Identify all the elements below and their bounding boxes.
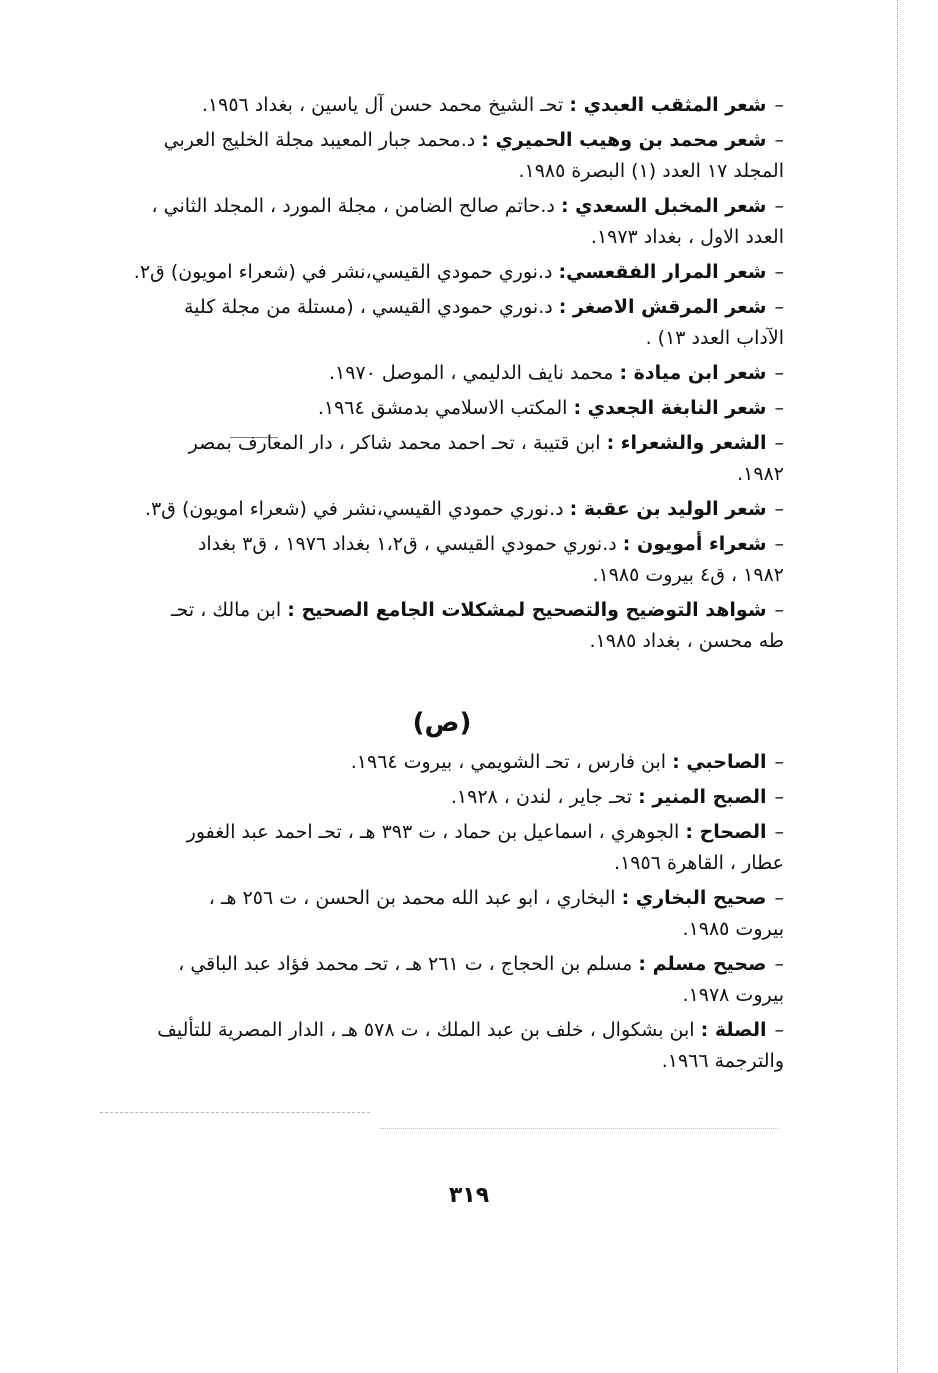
entry-dash: –	[774, 1019, 784, 1041]
entry-dash: –	[774, 887, 784, 909]
entry-details: محمد نايف الدليمي ، الموصل ١٩٧٠.	[328, 362, 614, 384]
entry-title: الشعر والشعراء :	[606, 432, 767, 454]
entry-title: شعر النابغة الجعدي :	[573, 397, 767, 419]
entry-dash: –	[774, 195, 784, 217]
entry-continuation: المجلد ١٧ العدد (١) البصرة ١٩٨٥.	[518, 160, 784, 182]
bibliography-entry	[100, 90, 784, 121]
entry-dash: –	[774, 821, 784, 843]
entry-continuation: الآداب العدد ١٣) .	[645, 327, 784, 349]
entry-dash: –	[774, 261, 784, 283]
entry-title: شعراء أمويون :	[622, 533, 767, 555]
entry-title: شواهد التوضيح والتصحيح لمشكلات الجامع الصحيح :	[287, 599, 767, 621]
bibliography-entry	[100, 358, 784, 389]
bibliography	[100, 90, 784, 1081]
entry-dash: –	[774, 397, 784, 419]
bibliography-entry	[100, 529, 784, 591]
entry-dash: –	[774, 362, 784, 384]
entry-details: تحـ الشيخ محمد حسن آل ياسين ، بغداد ١٩٥٦.	[201, 94, 564, 116]
entry-dash: –	[774, 498, 784, 520]
bibliography-entry	[100, 949, 784, 1011]
entry-details: ابن مالك ، تحـ	[171, 599, 282, 621]
divider	[100, 1112, 370, 1113]
entry-title: الصلة :	[700, 1019, 767, 1041]
entry-details: د.نوري حمودي القيسي ، (مستلة من مجلة كلية	[184, 296, 553, 318]
entry-list-top	[100, 90, 784, 657]
entry-title: شعر الوليد بن عقبة :	[569, 498, 767, 520]
entry-continuation: طه محسن ، بغداد ١٩٨٥.	[589, 630, 784, 652]
entry-dash: –	[774, 129, 784, 151]
entry-details: د.نوري حمودي القيسي ، ق١،٢ بغداد ١٩٧٦ ، ق٣ بغداد	[197, 533, 617, 555]
entry-continuation: ١٩٨٢.	[737, 463, 784, 485]
entry-title: شعر المخبل السعدي :	[560, 195, 767, 217]
bibliography-entry	[100, 747, 784, 778]
entry-title: شعر المرار الفقعسي:	[558, 261, 767, 283]
entry-title: الصبح المنير :	[638, 786, 767, 808]
entry-title: شعر المثقب العبدي :	[569, 94, 767, 116]
entry-details: ابن بشكوال ، خلف بن عبد الملك ، ت ٥٧٨ هـ ، الدار المصرية للتأليف	[157, 1019, 695, 1041]
entry-details: المكتب الاسلامي بدمشق ١٩٦٤.	[317, 397, 568, 419]
entry-dash: –	[774, 533, 784, 555]
entry-details: تحـ جاير ، لندن ، ١٩٢٨.	[450, 786, 633, 808]
entry-title: الصحاح :	[685, 821, 767, 843]
entry-details: البخاري ، ابو عبد الله محمد بن الحسن ، ت ٢٥٦ هـ ،	[208, 887, 616, 909]
page-edge	[897, 0, 898, 1373]
bibliography-entry	[100, 393, 784, 424]
entry-title: صحيح البخاري :	[621, 887, 767, 909]
bibliography-entry	[100, 782, 784, 813]
entry-continuation: بيروت ١٩٨٥.	[682, 918, 784, 940]
bibliography-entry	[100, 883, 784, 945]
entry-continuation: عطار ، القاهرة ١٩٥٦.	[614, 852, 784, 874]
entry-title: شعر ابن ميادة :	[619, 362, 767, 384]
entry-list-bottom	[100, 747, 784, 1077]
bibliography-entry	[100, 494, 784, 525]
entry-dash: –	[774, 296, 784, 318]
bibliography-entry	[100, 125, 784, 187]
entry-title: الصاحبي :	[672, 751, 767, 773]
page-number: ٣١٩	[448, 1183, 490, 1208]
bibliography-entry	[100, 595, 784, 657]
divider	[380, 1128, 780, 1129]
entry-dash: –	[774, 94, 784, 116]
entry-continuation: بيروت ١٩٧٨.	[682, 984, 784, 1006]
entry-details: د.محمد جبار المعيبد مجلة الخليج العربي	[163, 129, 476, 151]
entry-details: د.حاتم صالح الضامن ، مجلة المورد ، المجلد الثاني ،	[151, 195, 555, 217]
entry-details: الجوهري ، اسماعيل بن حماد ، ت ٣٩٣ هـ ، تحـ احمد عبد الغفور	[186, 821, 680, 843]
entry-details: مسلم بن الحجاج ، ت ٢٦١ هـ ، تحـ محمد فؤاد عبد الباقي ،	[178, 953, 633, 975]
entry-details: د.نوري حمودي القيسي،نشر في (شعراء امويون) ق٣.	[144, 498, 564, 520]
entry-dash: –	[774, 953, 784, 975]
entry-continuation: والترجمة ١٩٦٦.	[661, 1050, 784, 1072]
bibliography-entry	[100, 1015, 784, 1077]
entry-continuation: العدد الاول ، بغداد ١٩٧٣.	[590, 226, 784, 248]
entry-dash: –	[774, 599, 784, 621]
entry-dash: –	[774, 786, 784, 808]
entry-dash: –	[774, 432, 784, 454]
entry-details: ابن قتيبة ، تحـ احمد محمد شاكر ، دار المعارف بمصر	[188, 432, 601, 454]
entry-dash: –	[774, 751, 784, 773]
bibliography-entry	[100, 257, 784, 288]
entry-title: شعر المرقش الاصغر :	[558, 296, 767, 318]
entry-details: د.نوري حمودي القيسي،نشر في (شعراء امويون) ق٢.	[133, 261, 553, 283]
bibliography-entry	[100, 428, 784, 490]
entry-continuation: ١٩٨٢ ، ق٤ بيروت ١٩٨٥.	[592, 564, 784, 586]
entry-title: شعر محمد بن وهيب الحميري :	[481, 129, 767, 151]
bibliography-entry	[100, 292, 784, 354]
entry-details: ابن فارس ، تحـ الشويمي ، بيروت ١٩٦٤.	[350, 751, 667, 773]
bibliography-entry	[100, 191, 784, 253]
entry-title: صحيح مسلم :	[638, 953, 767, 975]
section-heading: (ص)	[412, 708, 472, 738]
bibliography-entry	[100, 817, 784, 879]
